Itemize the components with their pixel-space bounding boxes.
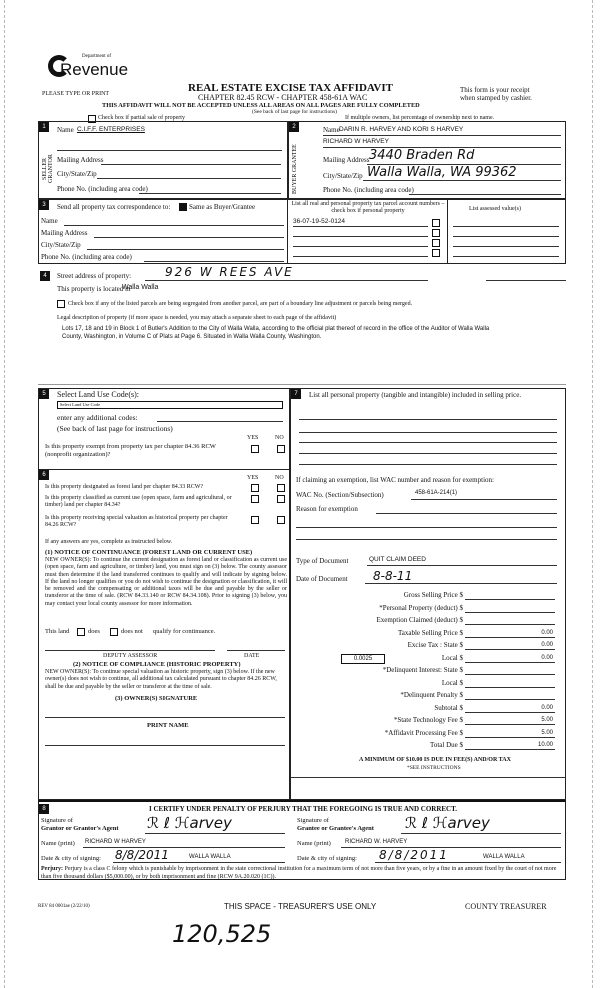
buyer-city[interactable]: Walla Walla, WA 99362	[367, 165, 517, 180]
fee-label: *Delinquent Penalty $	[400, 691, 463, 699]
fee-value[interactable]: 5.00	[541, 729, 553, 736]
street-address[interactable]: 926 W REES AVE	[165, 265, 294, 279]
document-type[interactable]: QUIT CLAIM DEED	[369, 556, 426, 563]
exempt-yes-checkbox[interactable]	[251, 445, 259, 453]
buyer-name[interactable]: DARIN R. HARVEY AND KORI S HARVEY	[339, 126, 464, 133]
warning: THIS AFFIDAVIT WILL NOT BE ACCEPTED UNLESS ALL AREAS ON ALL PAGES ARE FULLY COMPLETED	[102, 102, 420, 109]
segregated-checkbox[interactable]	[57, 300, 65, 308]
buyer-phone-field[interactable]	[409, 194, 561, 195]
fee-value[interactable]: 0.00	[541, 654, 553, 661]
wac-number[interactable]: 458-61A-214(1)	[415, 490, 458, 496]
fee-label: Gross Selling Price $	[403, 591, 463, 599]
please-type: PLEASE TYPE OR PRINT	[42, 91, 110, 97]
buyer-mailing[interactable]: 3440 Braden Rd	[369, 148, 475, 163]
land-use-select[interactable]: Select Land Use Code	[57, 401, 283, 409]
fee-label: *Affidavit Processing Fee $	[384, 728, 463, 737]
scan-edge-left	[4, 0, 5, 988]
assessor-date-field[interactable]	[227, 650, 285, 651]
fee-value[interactable]: 0.00	[541, 642, 553, 648]
current-use-yes-checkbox[interactable]	[251, 495, 259, 503]
seller-name[interactable]: C.I.F.F. ENTERPRISES	[77, 126, 145, 133]
fee-value[interactable]: 10.00	[537, 742, 553, 748]
legal-description[interactable]: Lots 17, 18 and 19 in Block 1 of Butler's Addition to the City of Walla Walla, according to the official plat thereof of record in the office of the Auditor of Walla Walla County, Washington, in Volume C of Plats at Page 6. Situated in Walla Walla County, Washington.	[62, 326, 490, 340]
historic-yes-checkbox[interactable]	[251, 516, 259, 524]
section-8: 8 I CERTIFY UNDER PENALTY OF PERJURY THAT THE FOREGOING IS TRUE AND CORRECT. Signature of Grantor or Grantor's Agent ℛ ℓ ℋarvey Name (print) RICHARD W HARVEY Date & city of signing: 8/8/2011 WALLA WALLA Signature of Grantee or Grantee's Agent ℛ ℓ ℋarvey Name (print) RICHARD W. HARVEY Date & city of signing: 8/8/2011 WALLA WALLA Perjury: Perjury is a class C felony which is punishable by imprisonment in the state correctional institution for a maximum term of not more than five years, or by a fine in an amount fixed by the court of not more than five thousand dollars ($5,000.00), or by both imprisonment and fine (RCW 9A.20.020 (1C)).	[38, 800, 566, 880]
fee-label: Taxable Selling Price $	[397, 628, 463, 637]
fee-label: Subtotal $	[434, 703, 463, 712]
forest-no-checkbox[interactable]	[277, 484, 285, 492]
section-6: 6 YES NO Is this property designated as forest land per chapter 84.33 RCW? Is this property classified as current use (open space, farm and agricultural, or timber) land per chapter 84.34? Is this property receiving special valuation as historical property per chapter 84.26 RCW? If any answers are yes, complete as instructed below. (1) NOTICE OF CONTINUANCE (FOREST LAND OR CURRENT USE) NEW OWNER(S): To continue the current designation as forest land or classification as current use (open space, farm and agriculture, or timber) land, you must sign on (3) below. The county assessor must then determine if the land transferred continues to qualify and will indicate by signing below. If the land no longer qualifies or you do not wish to continue the designation or classification, it will be removed and the compensating or additional taxes will be due and payable by the seller or transferor at the time of sale. (RCW 84.33.140 or RCW 84.34.108). Prior to signing (3) below, you may contact your local county assessor for more information. This land does does not qualify for continuance. DEPUTY ASSESSOR DATE (2) NOTICE OF COMPLIANCE (HISTORIC PROPERTY) NEW OWNER(S): To continue special valuation as historic property, sign (3) below. If the new owner(s) does not wish to continue, all additional tax calculated pursuant to chapter 84.26 RCW, shall be due and payable by the seller or transferor at the time of sale. (3) OWNER(S) SIGNATURE PRINT NAME	[38, 470, 290, 800]
form-title: REAL ESTATE EXCISE TAX AFFIDAVIT	[188, 82, 393, 94]
fee-label: Total Due $	[430, 741, 463, 749]
additional-codes-field[interactable]	[157, 421, 283, 422]
grantee-city[interactable]: WALLA WALLA	[483, 854, 525, 860]
fee-label: *Delinquent Interest: State $	[382, 666, 463, 674]
parcel-number[interactable]: 36-07-19-52-0124	[293, 218, 346, 225]
grantee-print-name[interactable]: RICHARD W. HARVEY	[345, 839, 408, 845]
same-as-buyer-checkbox[interactable]	[179, 203, 187, 211]
located-in[interactable]: Walla Walla	[122, 284, 159, 291]
fee-value[interactable]: 0.00	[541, 704, 553, 711]
fee-label: Excise Tax : State $	[407, 641, 463, 649]
seller-section: 1 SELLER GRANTOR Name C.I.F.F. ENTERPRISES Mailing Address City/State/Zip Phone No. (including area code)	[38, 121, 288, 199]
seller-city-field[interactable]	[97, 178, 281, 179]
correspondence-section: 3 Send all property tax correspondence to: Same as Buyer/Grantee Name Mailing Address City/State/Zip Phone No. (including area code) List all real and personal property tax parcel account numbers – check box if personal property 36-07-19-52-0124 List assessed value(s)	[38, 199, 566, 264]
owner-signature-field[interactable]	[45, 717, 285, 718]
section-7: 7 List all personal property (tangible and intangible) included in selling price. If claiming an exemption, list WAC number and reason for exemption: WAC No. (Section/Subsection) 458-61A-214(1) Reason for exemption Type of Document QUIT CLAIM DEED Date of Document 8-8-11 Gross Selling Price $ *Personal Property (deduct) $ Exemption Claimed (deduct) $ Taxable Selling Price $ 0.00 Excise Tax : State $ 0.00 Local $ 0.00 *Delinquent Interest: State $ Local $ *Delinquent Penalty $ Subtotal $ 0.00 *State Technology Fee $ 5.00 *Affidavit Processing Fee $ 5.00 Total Due $ 10.00 0.0025 A MINIMUM OF $10.00 IS DUE IN FEE(S) AND/OR TAX *SEE INSTRUCTIONS	[290, 388, 566, 800]
does-checkbox[interactable]	[77, 628, 85, 636]
grantee-signature[interactable]: ℛ ℓ ℋarvey	[405, 814, 490, 832]
does-not-checkbox[interactable]	[110, 628, 118, 636]
historic-no-checkbox[interactable]	[277, 516, 285, 524]
scan-edge-right	[592, 0, 593, 988]
buyer-name-2[interactable]: RICHARD W HARVEY	[323, 138, 389, 145]
form-subtitle: CHAPTER 82.45 RCW - CHAPTER 458-61A WAC	[198, 93, 368, 102]
fee-label: Local $	[441, 653, 463, 662]
land-use-section: 5 Select Land Use Code(s): Select Land Use Code enter any additional codes: (See back of last page for instructions) YES NO Is this property exempt from property tax per chapter 84.36 RCW (nonprofit organization)?	[38, 388, 290, 470]
grantor-date[interactable]: 8/8/2011	[115, 848, 169, 862]
handwritten-number: 120,525	[172, 920, 272, 948]
fee-label: Exemption Claimed (deduct) $	[376, 616, 463, 624]
grantor-print-name[interactable]: RICHARD W HARVEY	[85, 839, 146, 845]
seller-phone-field[interactable]	[139, 193, 281, 194]
personal-property-checkbox[interactable]	[432, 219, 440, 227]
seller-mailing-field[interactable]	[101, 164, 281, 165]
deputy-assessor-signature[interactable]	[45, 650, 215, 651]
perjury-notice: Perjury: Perjury is a class C felony which is punishable by imprisonment in the state correctional institution for a maximum term of not more than five years, or by a fine in an amount fixed by the court of not more than five thousand dollars ($5,000.00), or by both imprisonment and fine (RCW 9A.20.020 (1C)).	[41, 866, 557, 880]
grantor-signature[interactable]: ℛ ℓ ℋarvey	[147, 814, 232, 832]
personal-property-checkbox[interactable]	[432, 229, 440, 237]
reason-field[interactable]	[376, 513, 557, 514]
fee-value[interactable]: 5.00	[541, 717, 553, 723]
fee-label: Local $	[441, 678, 463, 687]
fee-label: *Personal Property (deduct) $	[379, 603, 463, 612]
personal-property-checkbox[interactable]	[432, 239, 440, 247]
grantee-date[interactable]: 8/8/2011	[379, 848, 449, 862]
local-rate-field[interactable]: 0.0025	[341, 654, 385, 664]
personal-property-checkbox[interactable]	[432, 249, 440, 257]
buyer-section: 2 BUYER GRANTEE Name DARIN R. HARVEY AND KORI S HARVEY RICHARD W HARVEY Mailing Address 3440 Braden Rd City/State/Zip Walla Walla, WA 99362 Phone No. (including area code)	[288, 121, 566, 199]
print-name-field[interactable]	[45, 745, 285, 746]
current-use-no-checkbox[interactable]	[277, 495, 285, 503]
fee-value[interactable]: 0.00	[541, 629, 553, 636]
fee-label: *State Technology Fee $	[393, 716, 463, 724]
exempt-no-checkbox[interactable]	[277, 445, 285, 453]
forest-yes-checkbox[interactable]	[251, 484, 259, 492]
grantor-city[interactable]: WALLA WALLA	[189, 854, 231, 860]
document-date[interactable]: 8-8-11	[373, 569, 413, 583]
